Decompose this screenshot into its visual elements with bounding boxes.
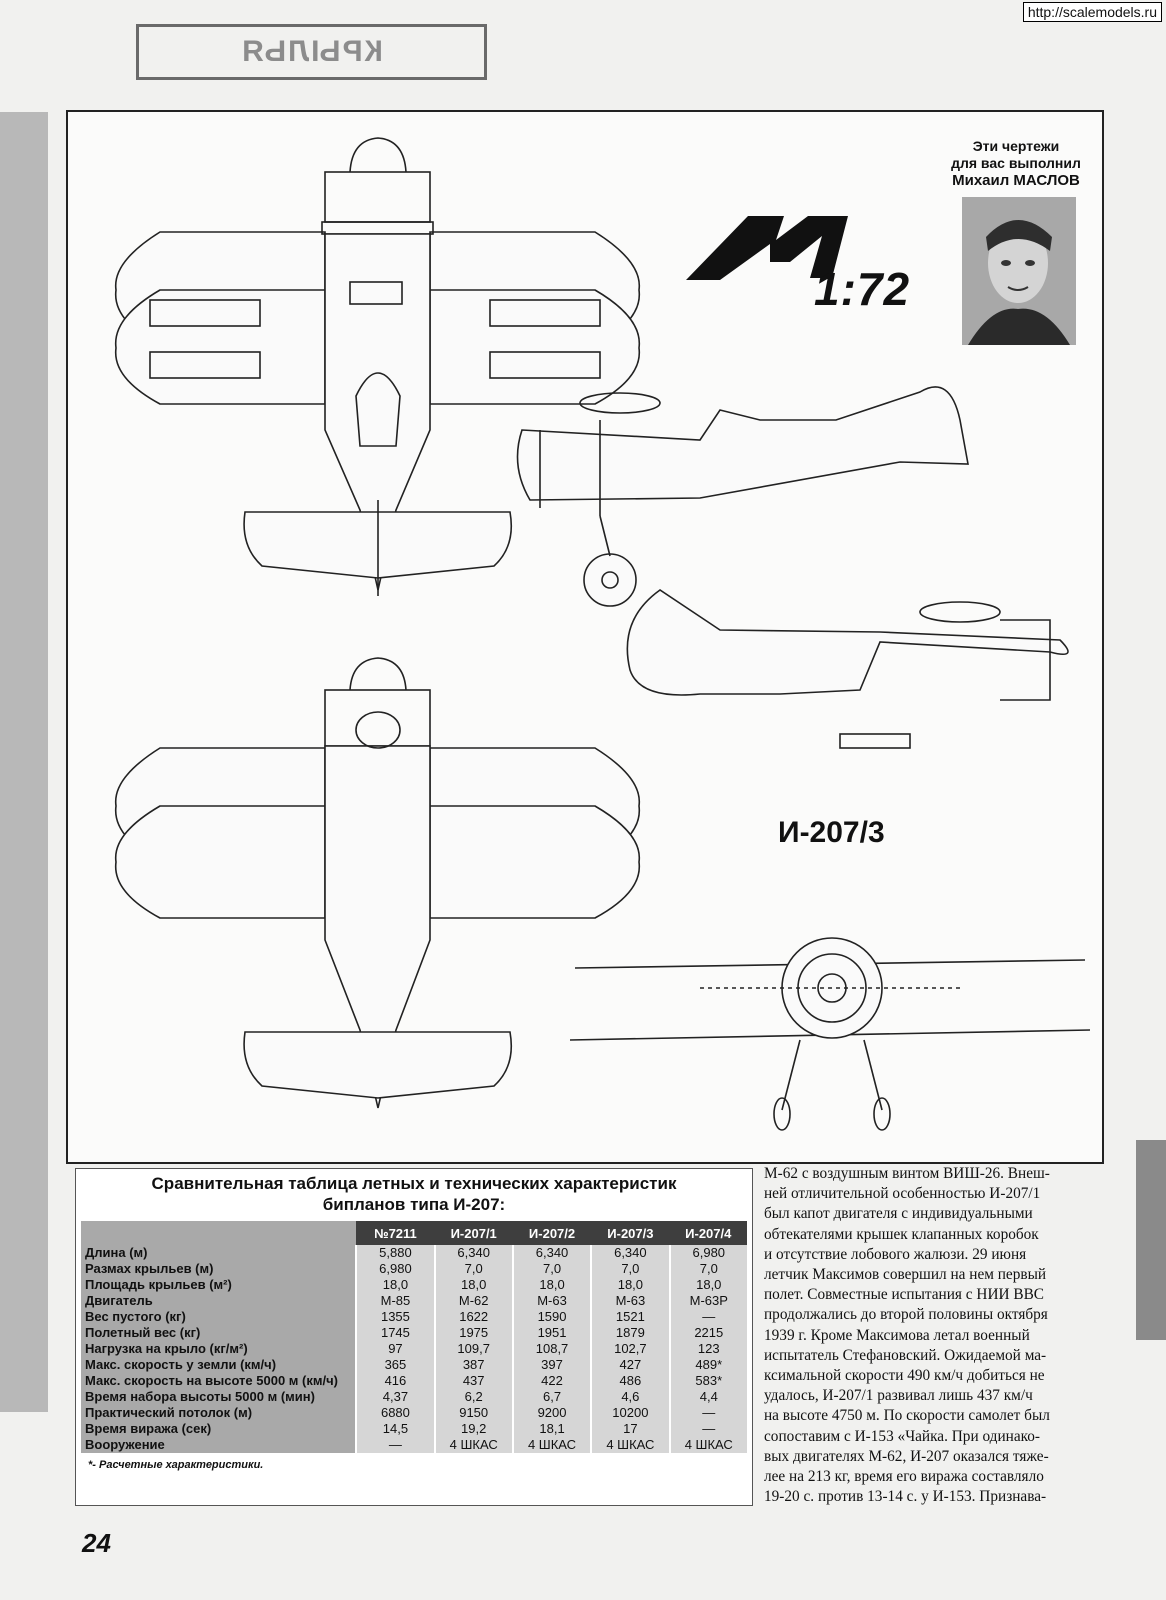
table-cell: 6,2 bbox=[435, 1389, 513, 1405]
table-cell: М-63Р bbox=[670, 1293, 747, 1309]
table-cell: 437 bbox=[435, 1373, 513, 1389]
table-cell: 19,2 bbox=[435, 1421, 513, 1437]
table-cell: 486 bbox=[591, 1373, 669, 1389]
article-line: лее на 213 кг, время его виража составляло bbox=[764, 1468, 1044, 1486]
table-cell: — bbox=[356, 1437, 434, 1453]
table-cell: 14,5 bbox=[356, 1421, 434, 1437]
side-view-right bbox=[518, 387, 969, 606]
article-line: 19-20 с. против 13-14 с. у И-153. Признава- bbox=[764, 1488, 1047, 1506]
table-cell: 1975 bbox=[435, 1325, 513, 1341]
table-row bbox=[81, 1341, 747, 1357]
table-cell: — bbox=[670, 1309, 747, 1325]
table-cell: 6,340 bbox=[435, 1245, 513, 1261]
table-row-label: Нагрузка на крыло (кг/м²) bbox=[81, 1341, 356, 1357]
table-cell: 97 bbox=[356, 1341, 434, 1357]
article-line: ней отличительной особенностью И-207/1 bbox=[764, 1185, 1041, 1203]
table-header-cell: №7211 bbox=[356, 1221, 434, 1245]
article-line: 1939 г. Кроме Максимова летал военный bbox=[764, 1326, 1030, 1344]
table-row-label: Время виража (сек) bbox=[81, 1421, 356, 1437]
table-cell: М-62 bbox=[435, 1293, 513, 1309]
table-cell: 18,1 bbox=[513, 1421, 591, 1437]
table-cell: 123 bbox=[670, 1341, 747, 1357]
credit-block bbox=[944, 138, 1088, 189]
table-cell: 416 bbox=[356, 1373, 434, 1389]
table-row bbox=[81, 1405, 747, 1421]
table-cell: 18,0 bbox=[513, 1277, 591, 1293]
table-cell: 6,980 bbox=[356, 1261, 434, 1277]
table-cell: — bbox=[670, 1405, 747, 1421]
table-cell: 4 ШКАС bbox=[591, 1437, 669, 1453]
side-view-left bbox=[627, 590, 1068, 748]
table-cell: М-63 bbox=[513, 1293, 591, 1309]
table-cell: 1745 bbox=[356, 1325, 434, 1341]
table-cell: 5,880 bbox=[356, 1245, 434, 1261]
table-row bbox=[81, 1309, 747, 1325]
table-cell: 4,6 bbox=[591, 1389, 669, 1405]
table-cell: 422 bbox=[513, 1373, 591, 1389]
table-row-label: Вооружение bbox=[81, 1437, 356, 1453]
article-line: испытатель Стефановский. Ожидаемой ма- bbox=[764, 1346, 1047, 1364]
table-cell: 6,340 bbox=[591, 1245, 669, 1261]
table-row-label: Площадь крыльев (м²) bbox=[81, 1277, 356, 1293]
scale-label: 1:72 bbox=[814, 263, 911, 315]
table-cell: 18,0 bbox=[435, 1277, 513, 1293]
table-header-cell: И-207/1 bbox=[435, 1221, 513, 1245]
spec-table bbox=[81, 1221, 747, 1453]
table-cell: М-85 bbox=[356, 1293, 434, 1309]
table-cell: 6880 bbox=[356, 1405, 434, 1421]
table-cell: 4 ШКАС bbox=[513, 1437, 591, 1453]
table-cell: 17 bbox=[591, 1421, 669, 1437]
watermark[interactable]: http://scalemodels.ru bbox=[1023, 2, 1162, 22]
table-cell: 7,0 bbox=[670, 1261, 747, 1277]
table-row-label: Размах крыльев (м) bbox=[81, 1261, 356, 1277]
table-cell: 4,4 bbox=[670, 1389, 747, 1405]
table-cell: 583* bbox=[670, 1373, 747, 1389]
table-cell: 1879 bbox=[591, 1325, 669, 1341]
table-cell: 6,340 bbox=[513, 1245, 591, 1261]
article-line: М-62 с воздушным винтом ВИШ-26. Внеш- bbox=[764, 1165, 1050, 1182]
table-header-blank bbox=[81, 1221, 356, 1245]
table-cell: 6,980 bbox=[670, 1245, 747, 1261]
table-row bbox=[81, 1325, 747, 1341]
table-header-cell: И-207/2 bbox=[513, 1221, 591, 1245]
article-line: сопоставим с И-153 «Чайка. При одинако- bbox=[764, 1427, 1041, 1445]
table-cell: 109,7 bbox=[435, 1341, 513, 1357]
table-title bbox=[76, 1173, 752, 1215]
article-text bbox=[764, 1164, 1094, 1507]
table-row-label: Полетный вес (кг) bbox=[81, 1325, 356, 1341]
table-header-cell: И-207/4 bbox=[670, 1221, 747, 1245]
table-row bbox=[81, 1245, 747, 1261]
table-header-cell: И-207/3 bbox=[591, 1221, 669, 1245]
article-line: был капот двигателя с индивидуальными bbox=[764, 1205, 1033, 1223]
article-line: продолжались до второй половины октября bbox=[764, 1306, 1048, 1324]
table-row bbox=[81, 1389, 747, 1405]
table-cell: 10200 bbox=[591, 1405, 669, 1421]
table-cell: 18,0 bbox=[591, 1277, 669, 1293]
table-cell: 4 ШКАС bbox=[670, 1437, 747, 1453]
spec-table-box bbox=[75, 1168, 753, 1506]
table-cell: 2215 bbox=[670, 1325, 747, 1341]
table-row-label: Макс. скорость у земли (км/ч) bbox=[81, 1357, 356, 1373]
table-title-line-1: Сравнительная таблица летных и технических характеристик bbox=[151, 1174, 677, 1193]
article-line: вых двигателях М-62, И-207 оказался тяже- bbox=[764, 1447, 1049, 1465]
top-view-lower bbox=[116, 658, 640, 1108]
table-row-label: Макс. скорость на высоте 5000 м (км/ч) bbox=[81, 1373, 356, 1389]
table-row-label: Вес пустого (кг) bbox=[81, 1309, 356, 1325]
table-row-label: Длина (м) bbox=[81, 1245, 356, 1261]
table-row bbox=[81, 1437, 747, 1453]
credit-author: Михаил МАСЛОВ bbox=[952, 172, 1080, 189]
table-title-line-2: бипланов типа И-207: bbox=[322, 1195, 506, 1214]
table-cell: 7,0 bbox=[591, 1261, 669, 1277]
table-cell: 18,0 bbox=[356, 1277, 434, 1293]
table-cell: 1521 bbox=[591, 1309, 669, 1325]
table-cell: 108,7 bbox=[513, 1341, 591, 1357]
table-cell: 489* bbox=[670, 1357, 747, 1373]
table-cell: 427 bbox=[591, 1357, 669, 1373]
table-cell: 6,7 bbox=[513, 1389, 591, 1405]
section-header: КРЫЛЬЯ bbox=[136, 24, 487, 80]
table-cell: 365 bbox=[356, 1357, 434, 1373]
table-row-label: Двигатель bbox=[81, 1293, 356, 1309]
table-cell: 102,7 bbox=[591, 1341, 669, 1357]
article-line: на высоте 4750 м. По скорости самолет был bbox=[764, 1407, 1050, 1425]
table-header-row bbox=[81, 1221, 747, 1245]
front-view bbox=[570, 938, 1090, 1130]
table-row bbox=[81, 1277, 747, 1293]
top-view-upper bbox=[116, 138, 640, 596]
table-cell: 397 bbox=[513, 1357, 591, 1373]
table-cell: 1951 bbox=[513, 1325, 591, 1341]
table-cell: 7,0 bbox=[435, 1261, 513, 1277]
table-cell: М-63 bbox=[591, 1293, 669, 1309]
table-cell: 9150 bbox=[435, 1405, 513, 1421]
table-row bbox=[81, 1357, 747, 1373]
table-row bbox=[81, 1261, 747, 1277]
table-row bbox=[81, 1421, 747, 1437]
table-row-label: Практический потолок (м) bbox=[81, 1405, 356, 1421]
table-cell: 1355 bbox=[356, 1309, 434, 1325]
article-line: ксимальной скорости 490 км/ч добиться не bbox=[764, 1367, 1045, 1385]
table-cell: 4 ШКАС bbox=[435, 1437, 513, 1453]
page-number: 24 bbox=[82, 1528, 111, 1558]
table-footnote: *- Расчетные характеристики. bbox=[88, 1459, 264, 1471]
table-cell: — bbox=[670, 1421, 747, 1437]
model-label: И-207/3 bbox=[778, 816, 885, 849]
article-line: летчик Максимов совершил на нем первый bbox=[764, 1266, 1047, 1284]
article-line: и отсутствие лобового жалюзи. 29 июня bbox=[764, 1245, 1027, 1263]
credit-line-2: для вас выполнил bbox=[951, 155, 1081, 171]
table-cell: 4,37 bbox=[356, 1389, 434, 1405]
table-cell: 9200 bbox=[513, 1405, 591, 1421]
article-line: обтекателями крышек клапанных коробок bbox=[764, 1225, 1039, 1243]
credit-line-1: Эти чертежи bbox=[972, 138, 1060, 154]
article-line: полет. Совместные испытания с НИИ ВВС bbox=[764, 1286, 1044, 1304]
author-photo bbox=[962, 197, 1076, 345]
table-cell: 7,0 bbox=[513, 1261, 591, 1277]
table-row-label: Время набора высоты 5000 м (мин) bbox=[81, 1389, 356, 1405]
article-line: удалось, И-207/1 развивал лишь 437 км/ч bbox=[764, 1387, 1033, 1405]
table-row bbox=[81, 1293, 747, 1309]
table-row bbox=[81, 1373, 747, 1389]
table-cell: 1590 bbox=[513, 1309, 591, 1325]
table-cell: 387 bbox=[435, 1357, 513, 1373]
table-cell: 1622 bbox=[435, 1309, 513, 1325]
table-cell: 18,0 bbox=[670, 1277, 747, 1293]
